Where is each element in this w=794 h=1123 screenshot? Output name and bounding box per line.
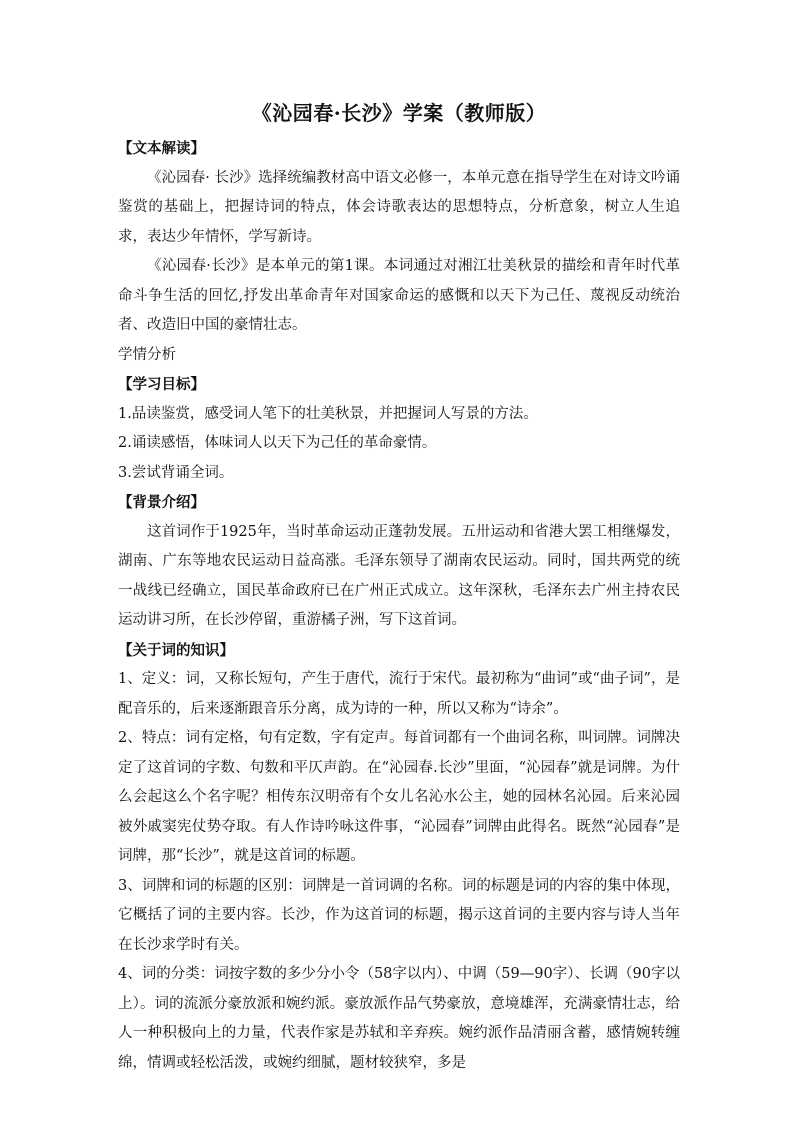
section-heading-learning-goals: 【学习目标】 <box>118 376 205 393</box>
study-analysis-label: 学情分析 <box>118 346 176 363</box>
document-title: 《沁园春·长沙》学案（教师版） <box>251 101 547 125</box>
text-reading-paragraph-2: 《沁园春·长沙》是本单元的第1课。本词通过对湘江壮美秋景的描绘和青年时代革命斗争生活的回忆,抒发出革命青年对国家命运的感慨和以天下为己任、蔑视反动统治者、改造旧中国的豪情壮志。 <box>118 258 680 333</box>
knowledge-item-definition: 1、定义：词，又称长短句，产生于唐代，流行于宋代。最初称为“曲词”或“曲子词”，是配音乐的，后来逐渐跟音乐分离，成为诗的一种，所以又称为“诗余”。 <box>118 671 680 717</box>
section-heading-ci-knowledge: 【关于词的知识】 <box>118 641 234 659</box>
knowledge-item-difference: 3、词牌和词的标题的区别：词牌是一首词调的名称。词的标题是词的内容的集中体现，它概括了词的主要内容。长沙，作为这首词的标题，揭示这首词的主要内容与诗人当年在长沙求学时有关。 <box>118 877 680 953</box>
goal-item: 2.诵读感悟，体味词人以天下为己任的革命豪情。 <box>118 435 437 451</box>
goal-item: 1.品读鉴赏，感受词人笔下的壮美秋景，并把握词人写景的方法。 <box>118 405 538 422</box>
section-heading-background: 【背景介绍】 <box>118 494 205 511</box>
text-reading-paragraph-1: 《沁园春· 长沙》选择统编教材高中语文必修一，本单元意在指导学生在对诗文吟诵鉴赏的基础上，把握诗词的特点，体会诗歌表达的思想特点，分析意象，树立人生追求，表达少年情怀，学写新诗。 <box>118 169 680 245</box>
section-heading-text-reading: 【文本解读】 <box>118 140 205 157</box>
background-paragraph: 这首词作于1925年，当时革命运动正蓬勃发展。五卅运动和省港大罢工相继爆发，湖南、广东等地农民运动日益高涨。毛泽东领导了湖南农民运动。同时，国共两党的统一战线已经确立，国民革命政府已在广州正式成立。这年深秋，毛泽东去广州主持农民运动讲习所，在长沙停留，重游橘子洲，写下这首词。 <box>118 523 680 628</box>
knowledge-item-classification: 4、词的分类：词按字数的多少分小令（58字以内）、中调（59—90字）、长调（90字以上）。词的流派分豪放派和婉约派。豪放派作品气势豪放，意境雄浑，充满豪情壮志，给人一种积极向上的力量，代表作家是苏轼和辛弃疾。婉约派作品清丽含蓄，感情婉转缠绵，情调或轻松活泼，或婉约细腻，题材较狭窄，多是 <box>118 966 680 1071</box>
knowledge-item-features: 2、特点：词有定格，句有定数，字有定声。每首词都有一个曲词名称，叫词牌。词牌决定了这首词的字数、句数和平仄声韵。在“沁园春.长沙”里面，“沁园春”就是词牌。为什么会起这么个名字呢？相传东汉明帝有个女儿名沁水公主，她的园林名沁园。后来沁园被外戚窦宪仗势夺取。有人作诗吟咏这件事，“沁园春”词牌由此得名。既然“沁园春”是词牌，那“长沙”，就是这首词的标题。 <box>118 730 680 864</box>
document-page <box>118 98 680 1078</box>
goal-item: 3.尝试背诵全词。 <box>118 464 234 481</box>
